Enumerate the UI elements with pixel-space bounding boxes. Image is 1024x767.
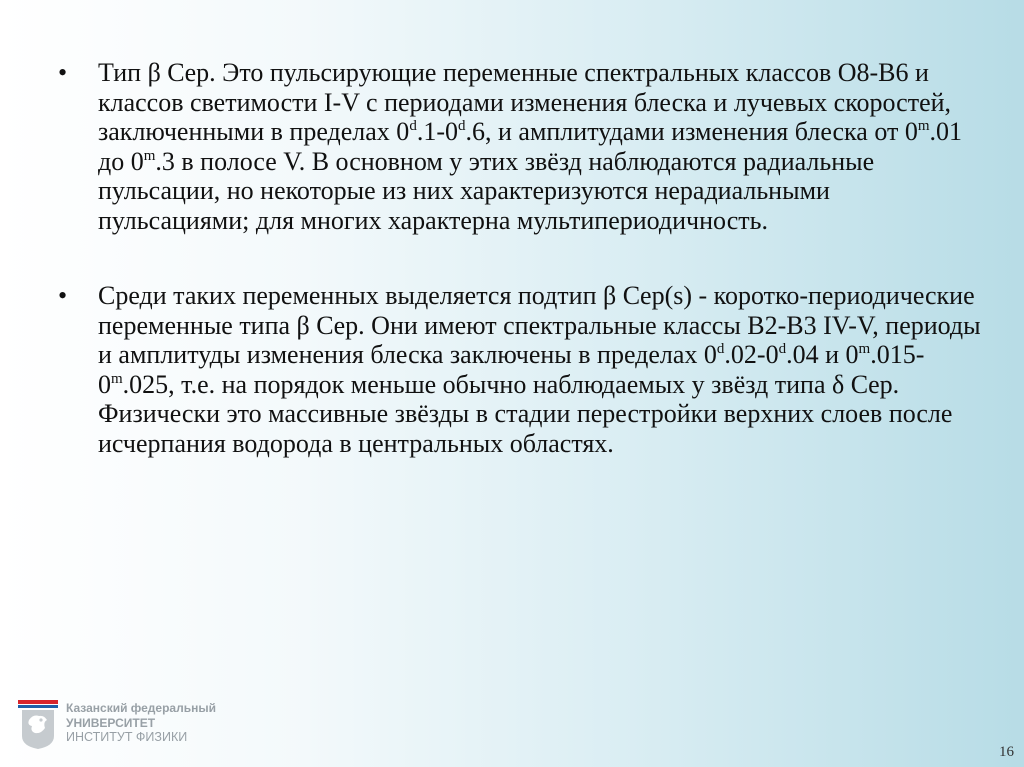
bullet-text-part: .015-0	[98, 340, 925, 399]
logo-text	[66, 701, 216, 745]
superscript-unit: m	[111, 370, 123, 387]
page-number: 16	[999, 744, 1014, 760]
university-name-line1: Казанский федеральный	[66, 701, 216, 715]
kfu-emblem-icon	[18, 700, 58, 750]
bullet-text-part: .1-0	[416, 117, 458, 146]
university-name-line2: УНИВЕРСИТЕТ	[66, 715, 156, 730]
bullet-text-part: Тип β Cep. Это пульсирующие переменные спектральных классов O8-B6 и классов светимости I-V с периодами изменения блеска и лучевых скоростей, заключенными в пределах 0	[98, 58, 952, 146]
superscript-unit: d	[457, 118, 466, 134]
bullet-marker: •	[58, 58, 68, 87]
bullet-text-part: .6, и амплитудами изменения блеска от 0	[465, 117, 918, 146]
bullet-item-beta-cep-s	[52, 281, 982, 458]
bullet-text-part: .025, т.е. на порядок меньше обычно наблюдаемых у звёзд типа δ Cep. Физически это массивные звёзды в стадии перестройки верхних слоев после исчерпания водорода в центральных областях.	[98, 369, 953, 458]
bullet-marker: •	[58, 281, 68, 310]
superscript-unit: d	[409, 118, 417, 134]
superscript-unit: m	[143, 147, 156, 164]
superscript-unit: m	[858, 341, 871, 357]
bullet-text-part: Среди таких переменных выделяется подтип β Cep(s) - коротко-периодические переменные типа β Cep. Они имеют спектральные классы B2-B3 IV-V, периоды и амплитуды изменения блеска заключены в пределах 0	[98, 281, 981, 369]
bullet-text-part: .02-0	[724, 340, 779, 369]
bullet-text-part: .04 и 0	[786, 340, 859, 369]
bullet-list	[52, 58, 982, 458]
superscript-unit: d	[716, 341, 725, 357]
bullet-text-part: .01 до 0	[98, 117, 963, 176]
superscript-unit: d	[778, 341, 787, 357]
bullet-item-beta-cep	[52, 58, 982, 235]
institute-name: ИНСТИТУТ ФИЗИКИ	[66, 730, 188, 744]
bullet-text-part: .3 в полосе V. В основном у этих звёзд наблюдаются радиальные пульсации, но некоторые из них характеризуются нерадиальными пульсациями; для многих характерна мультипериодичность.	[98, 146, 875, 235]
university-logo	[18, 700, 218, 750]
superscript-unit: m	[917, 118, 930, 134]
